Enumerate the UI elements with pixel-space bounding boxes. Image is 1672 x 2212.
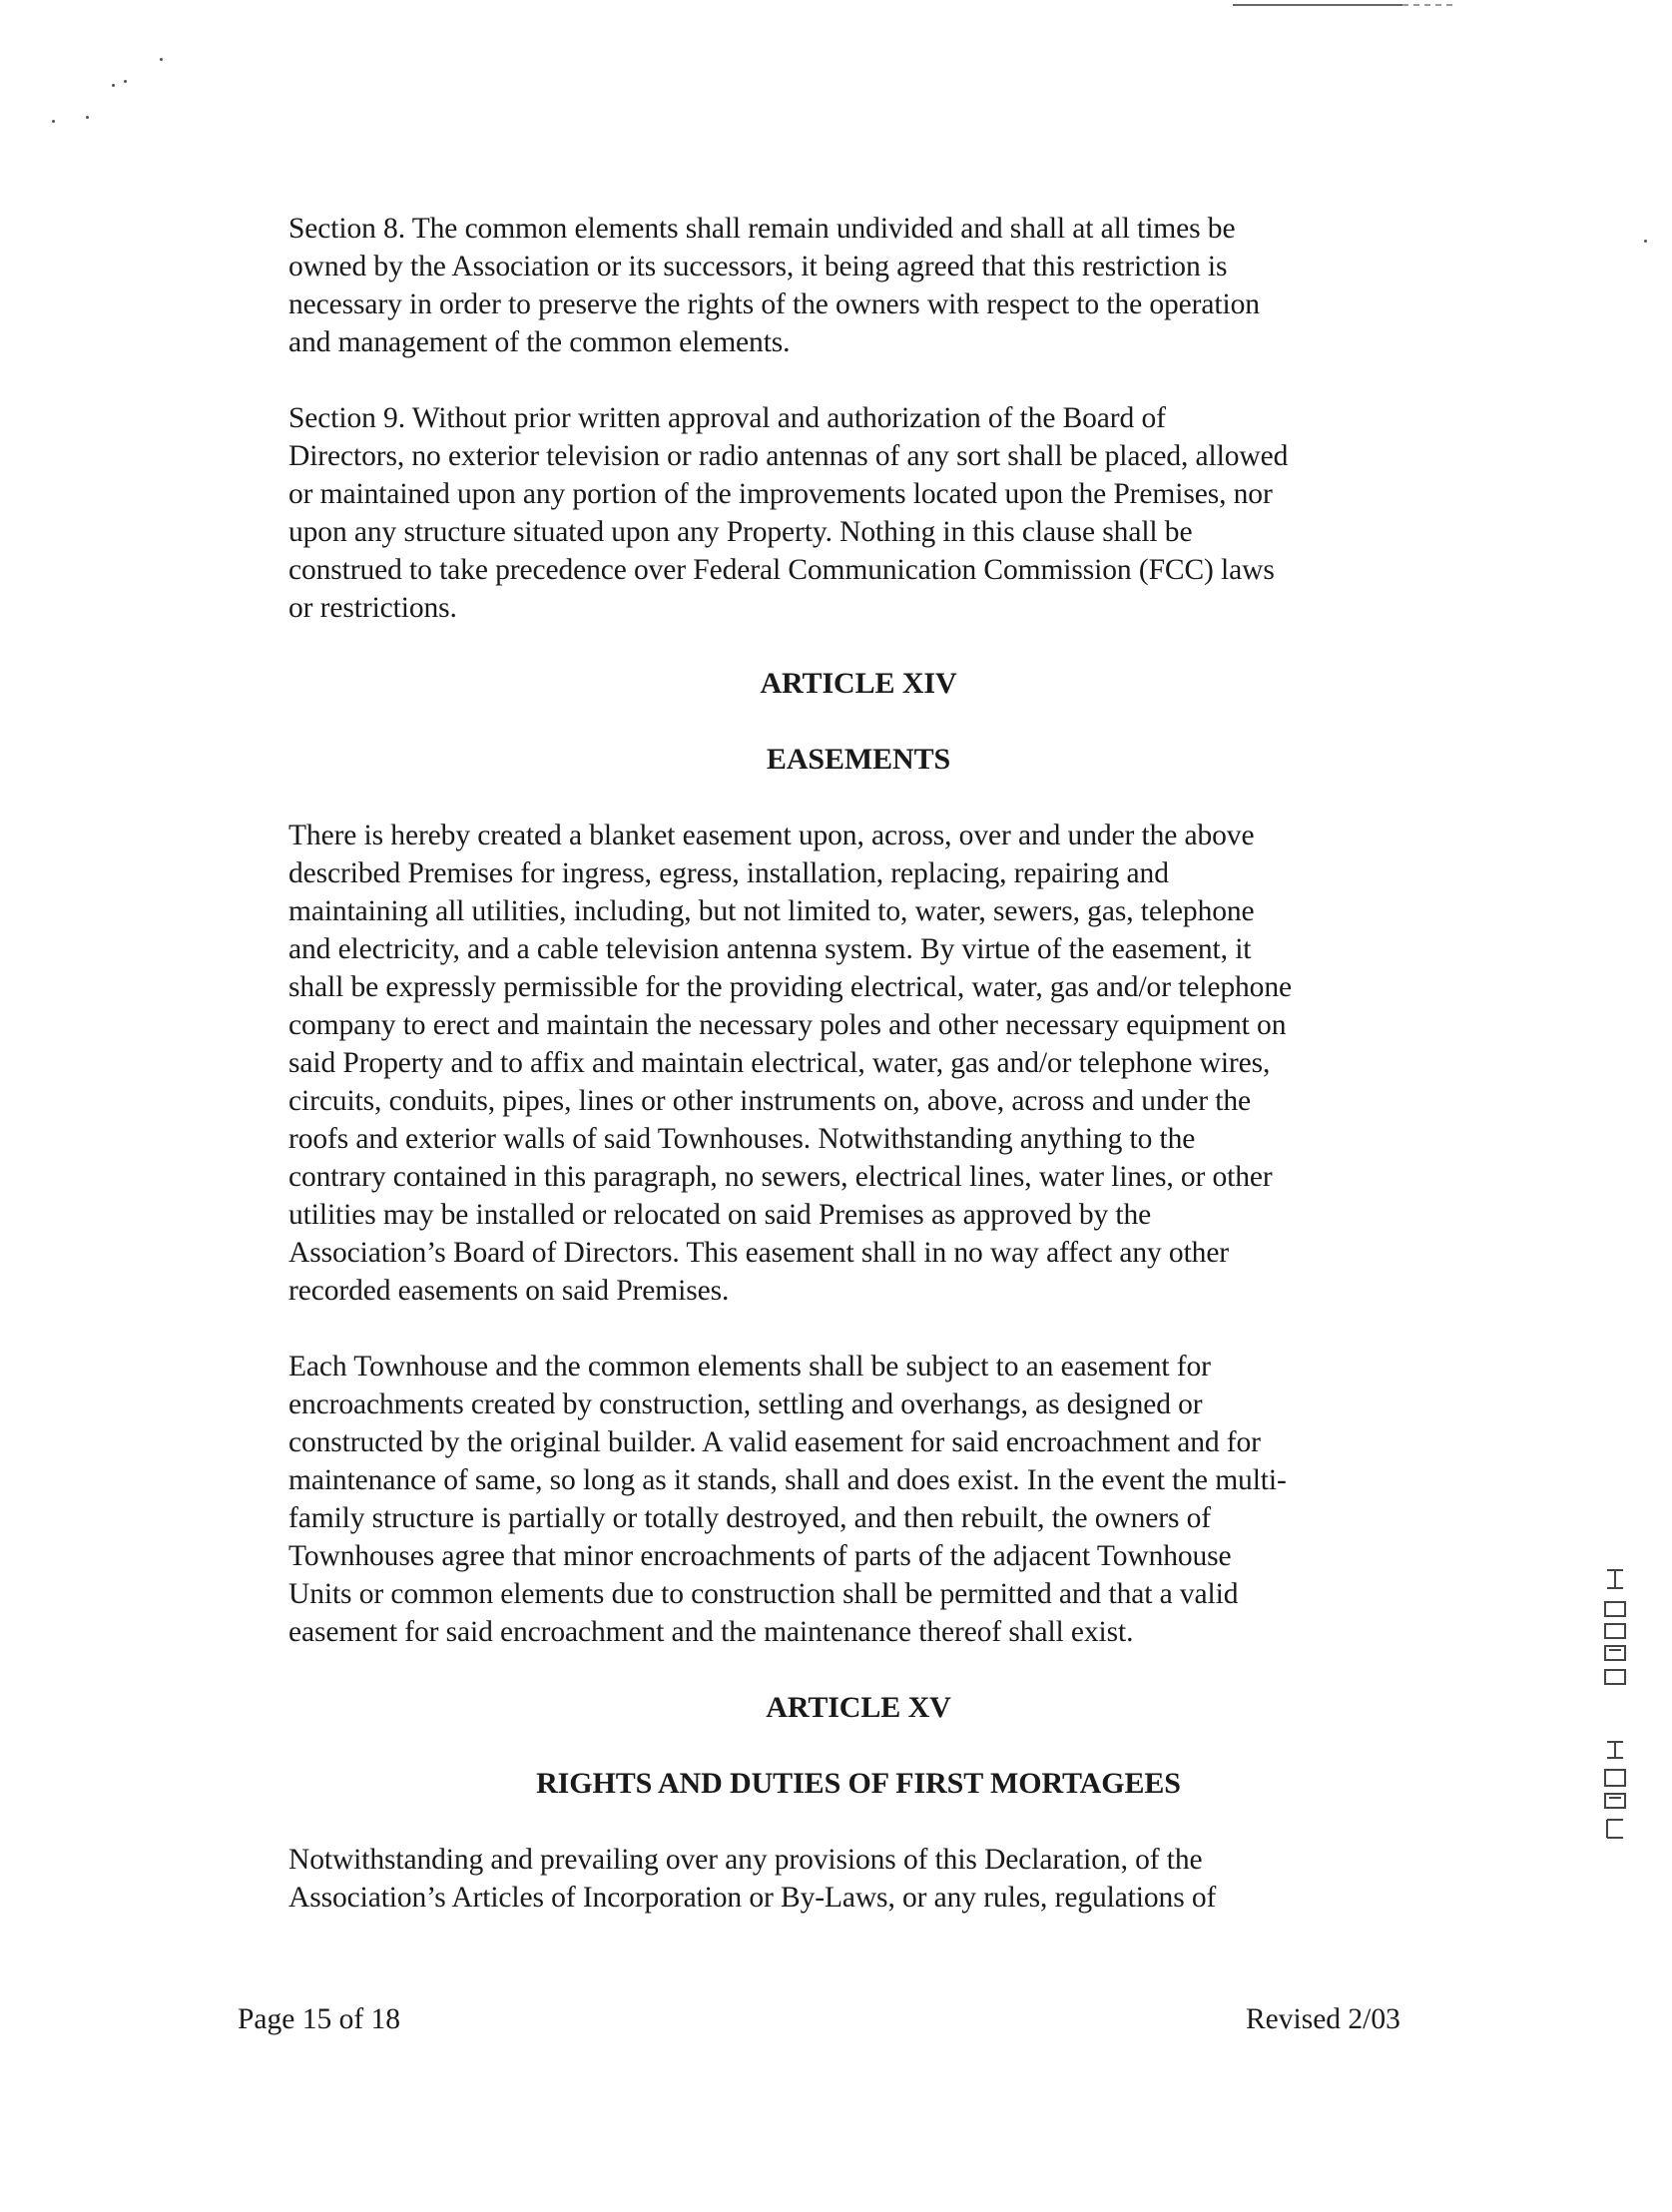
- revision-date: Revised 2/03: [1246, 2003, 1400, 2035]
- article-14-number: ARTICLE XIV: [760, 667, 957, 700]
- article-14-title: EASEMENTS: [766, 743, 951, 776]
- easement-paragraph-1: [288, 817, 1426, 1310]
- text-line: and electricity, and a cable television antenna system. By virtue of the easement, it: [288, 933, 1252, 965]
- text-line: Section 9. Without prior written approval and authorization of the Board of: [288, 402, 1166, 434]
- text-line: Townhouses agree that minor encroachments of parts of the adjacent Townhouse: [288, 1540, 1232, 1572]
- text-line: Notwithstanding and prevailing over any provisions of this Declaration, of the: [288, 1844, 1203, 1876]
- text-line: circuits, conduits, pipes, lines or other instruments on, above, across and under the: [288, 1085, 1251, 1117]
- text-line: roofs and exterior walls of said Townhouses. Notwithstanding anything to the: [288, 1123, 1196, 1155]
- scan-speck: [160, 58, 163, 61]
- scan-mark-top-line: [1233, 4, 1402, 6]
- scan-speck: [112, 84, 115, 87]
- text-line: or maintained upon any portion of the improvements located upon the Premises, nor: [288, 478, 1273, 510]
- text-line: easement for said encroachment and the maintenance thereof shall exist.: [288, 1616, 1134, 1648]
- text-line: or restrictions.: [288, 592, 457, 624]
- text-line: and management of the common elements.: [288, 326, 791, 358]
- article-15-title: RIGHTS AND DUTIES OF FIRST MORTAGEES: [536, 1767, 1181, 1800]
- text-line: described Premises for ingress, egress, installation, replacing, repairing and: [288, 857, 1169, 889]
- text-line: necessary in order to preserve the rights of the owners with respect to the operation: [288, 288, 1260, 320]
- page-number: Page 15 of 18: [238, 2003, 401, 2035]
- text-line: utilities may be installed or relocated on said Premises as approved by the: [288, 1199, 1152, 1231]
- text-line: Each Townhouse and the common elements shall be subject to an easement for: [288, 1351, 1211, 1382]
- text-line: Units or common elements due to construction shall be permitted and that a valid: [288, 1578, 1239, 1610]
- mortgagee-paragraph: [288, 1841, 1426, 1917]
- text-line: company to erect and maintain the necessary poles and other necessary equipment on: [288, 1009, 1287, 1041]
- text-line: shall be expressly permissible for the providing electrical, water, gas and/or telephone: [288, 971, 1292, 1003]
- scan-speck: [52, 120, 55, 123]
- text-line: Directors, no exterior television or radio antennas of any sort shall be placed, allowed: [288, 440, 1289, 472]
- scan-speck: [86, 116, 89, 119]
- scan-speck: [124, 80, 127, 83]
- text-line: Association’s Board of Directors. This easement shall in no way affect any other: [288, 1237, 1230, 1269]
- easement-paragraph-2: [288, 1348, 1426, 1651]
- text-line: encroachments created by construction, settling and overhangs, as designed or: [288, 1388, 1203, 1420]
- text-line: Association’s Articles of Incorporation or By-Laws, or any rules, regulations of: [288, 1882, 1217, 1914]
- scan-speck: [1644, 240, 1647, 243]
- text-line: contrary contained in this paragraph, no sewers, electrical lines, water lines, or other: [288, 1161, 1273, 1193]
- text-line: maintenance of same, so long as it stands, shall and does exist. In the event the multi-: [288, 1464, 1287, 1496]
- recording-stamp-icon: [1595, 1562, 1635, 1882]
- text-line: construed to take precedence over Federal Communication Commission (FCC) laws: [288, 554, 1275, 586]
- text-line: upon any structure situated upon any Property. Nothing in this clause shall be: [288, 516, 1193, 548]
- text-line: recorded easements on said Premises.: [288, 1275, 730, 1307]
- text-line: Section 8. The common elements shall remain undivided and shall at all times be: [288, 213, 1236, 245]
- text-line: maintaining all utilities, including, but not limited to, water, sewers, gas, telephone: [288, 895, 1255, 927]
- scan-mark-top-dash: [1402, 4, 1452, 6]
- document-body: [288, 210, 1426, 1954]
- text-line: constructed by the original builder. A valid easement for said encroachment and for: [288, 1426, 1261, 1458]
- section-9-paragraph: [288, 399, 1426, 627]
- section-8-paragraph: [288, 210, 1426, 361]
- text-line: owned by the Association or its successors, it being agreed that this restriction is: [288, 251, 1228, 282]
- text-line: family structure is partially or totally destroyed, and then rebuilt, the owners of: [288, 1502, 1211, 1534]
- text-line: There is hereby created a blanket easement upon, across, over and under the above: [288, 820, 1255, 851]
- text-line: said Property and to affix and maintain electrical, water, gas and/or telephone wires,: [288, 1047, 1271, 1079]
- article-15-number: ARTICLE XV: [766, 1691, 951, 1724]
